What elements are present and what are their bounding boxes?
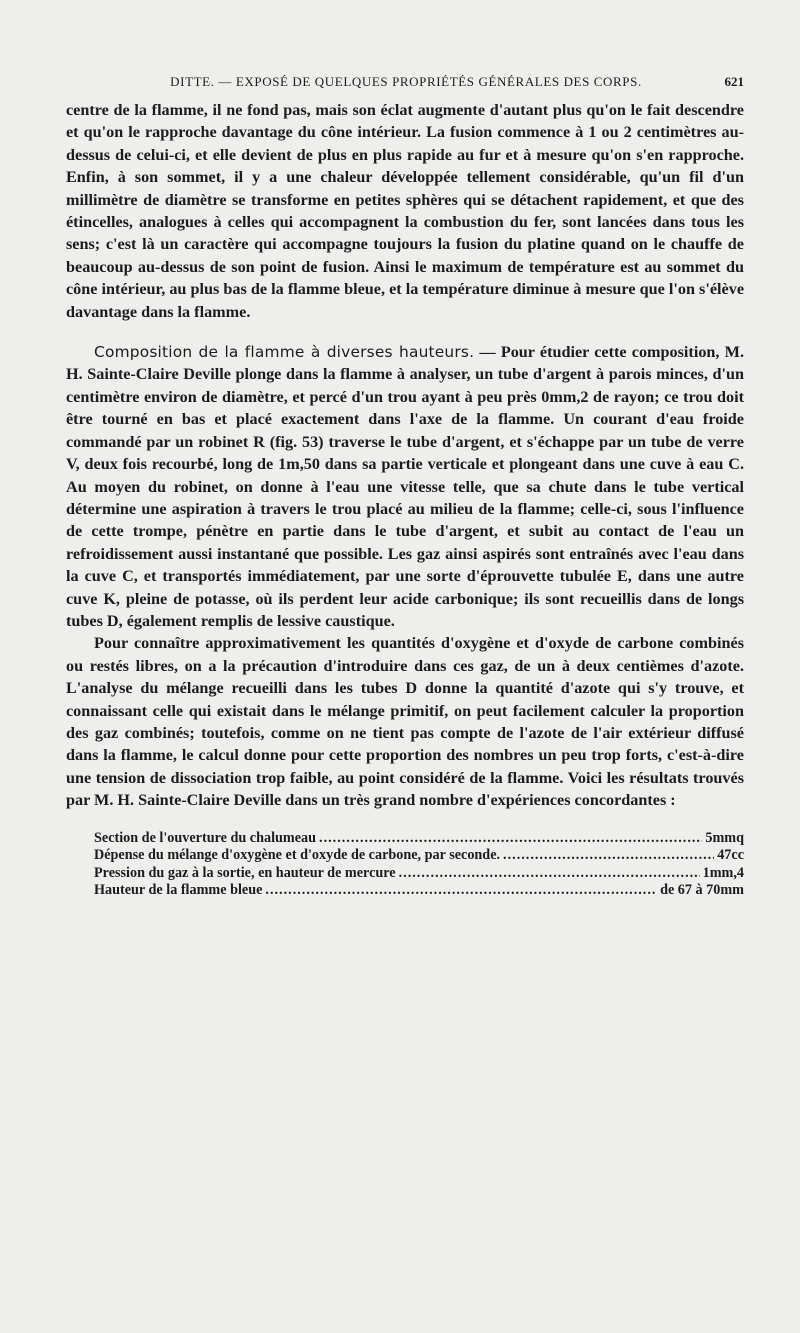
results-label: Dépense du mélange d'oxygène et d'oxyde de carbone, par seconde.: [94, 847, 501, 864]
section-lead-heading: Composition de la flamme à diverses hauteurs.: [94, 343, 475, 362]
results-row: [94, 882, 744, 900]
running-head: DITTE. — EXPOSÉ DE QUELQUES PROPRIÉTÉS GÉNÉRALES DES CORPS.: [170, 74, 642, 89]
results-label: Pression du gaz à la sortie, en hauteur de mercure: [94, 864, 396, 881]
results-row: [94, 847, 744, 865]
paragraph-flame-composition-text: — Pour étudier cette composition, M. H. Sainte-Claire Deville plonge dans la flamme à analyser, un tube d'argent à parois minces, d'un centimètre environ de diamètre, et percé d'un trou ayant à peu près 0mm,2 de rayon; ce trou doit être tourné en bas et placé exactement dans l'axe de la flamme. Un courant d'eau froide commandé par un robinet R (fig. 53) traverse le tube d'argent, et s'échappe par un tube de verre V, deux fois recourbé, long de 1m,50 dans sa partie verticale et plongeant dans une cuve à eau C. Au moyen du robinet, on donne à l'eau une vitesse telle, que sa chute dans le tube vertical détermine une aspiration à travers le trou placé au milieu de la flamme; celle-ci, sous l'influence de cette trompe, pénètre en partie dans le tube d'argent, et subit au contact de l'eau un refroidissement aussi instantané que possible. Les gaz ainsi aspirés sont entraînés avec l'eau dans la cuve C, et transportés immédiatement, par une sorte d'éprouvette tubulée E, dans une autre cuve K, pleine de potasse, où ils perdent leur acide carbonique; ils sont recueillis dans de longs tubes D, également remplis de lessive caustique.: [66, 343, 744, 630]
paragraph-flame-composition: [66, 341, 744, 632]
results-value: 47cc: [717, 847, 744, 864]
dot-leader: [319, 830, 702, 848]
results-row: [94, 830, 744, 848]
results-label: Section de l'ouverture du chalumeau: [94, 829, 317, 846]
dot-leader: [265, 882, 657, 900]
paragraph-flame-temperature: centre de la flamme, il ne fond pas, mais son éclat augmente d'autant plus qu'on le fait descendre et qu'on le rapproche davantage du cône intérieur. La fusion commence à 1 ou 2 centimètres au-dessus de celui-ci, et elle devient de plus en plus rapide au fur et à mesure qu'on s'en rapproche. Enfin, à son sommet, il y a une chaleur développée tellement considérable, qu'un fil d'un millimètre de diamètre se transforme en petites sphères qui se détachent rapidement, et que des étincelles, analogues à celles qui accompagnent la combustion du fer, sont lancées dans tous les sens; c'est là un caractère qui accompagne toujours la fusion du platine quand on le chauffe de beaucoup au-dessus de son point de fusion. Ainsi le maximum de température est au sommet du cône intérieur, au plus bas de la flamme bleue, et la température diminue à mesure que l'on s'élève davantage dans la flamme.: [66, 101, 744, 321]
page-number: 621: [724, 74, 744, 89]
dot-leader: [399, 865, 700, 883]
results-value: 1mm,4: [702, 864, 744, 881]
paragraph-oxygen-quantities: Pour connaître approximativement les quantités d'oxygène et d'oxyde de carbone combinés ou restés libres, on a la précaution d'introduire dans ces gaz, de un à deux centièmes d'azote. L'analyse du mélange recueilli dans les tubes D donne la quantité d'azote qui s'y trouve, et connaissant celle qui existait dans le mélange primitif, on peut facilement calculer la proportion des gaz combinés; toutefois, comme on ne tient pas compte de l'azote de l'air extérieur diffusé dans la flamme, le calcul donne pour cette proportion des nombres un peu trop forts, c'est-à-dire une tension de dissociation trop faible, au point considéré de la flamme. Voici les résultats trouvés par M. H. Sainte-Claire Deville dans un très grand nombre d'expériences concordantes :: [66, 634, 744, 810]
results-row: [94, 865, 744, 883]
results-label: Hauteur de la flamme bleue: [94, 882, 263, 899]
results-value: de 67 à 70mm: [660, 882, 744, 899]
results-list: [66, 830, 744, 900]
dot-leader: [503, 847, 714, 865]
results-value: 5mmq: [705, 829, 744, 846]
page-body: [66, 99, 744, 900]
